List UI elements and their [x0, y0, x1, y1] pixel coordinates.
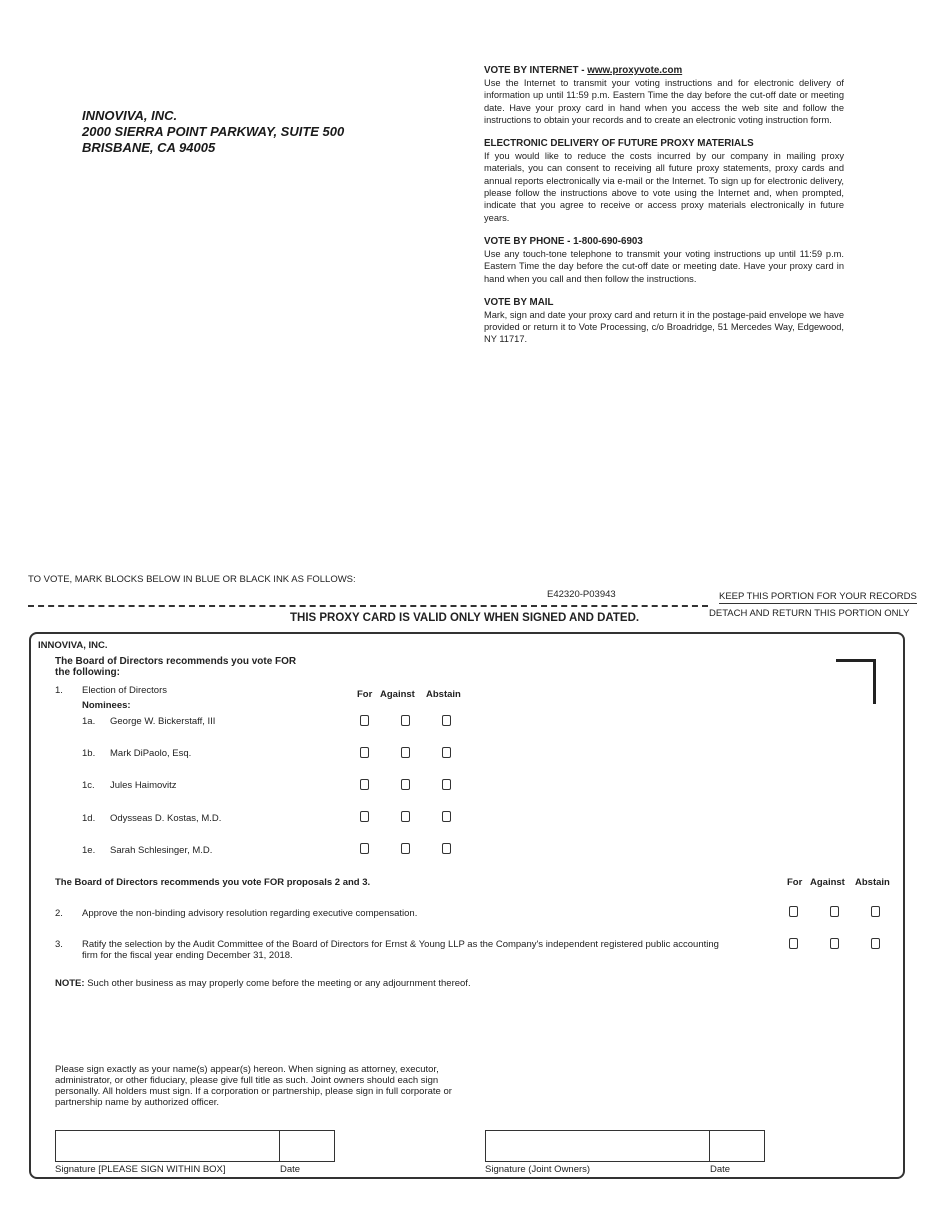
- section-heading: ELECTRONIC DELIVERY OF FUTURE PROXY MATERIALS: [484, 138, 754, 150]
- vote-abstain-checkbox[interactable]: [442, 715, 451, 726]
- section-text: If you would like to reduce the costs incurred by our company in mailing proxy materials, you can consent to receiving all future proxy statements, proxy cards and annual reports electronically via e-mail or the Internet. To sign up for electronic delivery, please follow the instructions above to vote using the Internet and, when prompted, indicate that you agree to receive or access proxy materials electronically in future years.: [484, 151, 844, 223]
- proposal-number: 2.: [55, 908, 63, 919]
- registration-corner-mark: [836, 659, 876, 704]
- mark-instruction: TO VOTE, MARK BLOCKS BELOW IN BLUE OR BLACK INK AS FOLLOWS:: [28, 574, 356, 585]
- section-heading: VOTE BY MAIL: [484, 296, 554, 308]
- vote-for-checkbox[interactable]: [360, 811, 369, 822]
- vote-for-checkbox[interactable]: [789, 906, 798, 917]
- board-recommendation-2: The Board of Directors recommends you vote FOR proposals 2 and 3.: [55, 877, 371, 888]
- column-abstain-header: Abstain: [426, 689, 461, 700]
- vote-against-checkbox[interactable]: [401, 843, 410, 854]
- vote-against-checkbox[interactable]: [401, 715, 410, 726]
- nominee-name: George W. Bickerstaff, III: [110, 716, 216, 727]
- joint-date-label: Date: [710, 1164, 731, 1175]
- vote-against-checkbox[interactable]: [830, 938, 839, 949]
- vote-against-checkbox[interactable]: [830, 906, 839, 917]
- note: [55, 978, 471, 989]
- vote-for-checkbox[interactable]: [360, 779, 369, 790]
- detach-portion-label: DETACH AND RETURN THIS PORTION ONLY: [709, 608, 910, 619]
- signing-instructions: Please sign exactly as your name(s) appear(s) hereon. When signing as attorney, executor, administrator, or other fiduciary, please give full title as such. Joint owners should each sign personally. All holders must sign. If a corporation or partnership, please sign in full corporate or partnership name by authorized officer.: [55, 1064, 452, 1108]
- vote-for-checkbox[interactable]: [360, 843, 369, 854]
- company-name: INNOVIVA, INC.: [82, 108, 178, 123]
- detach-line: [28, 605, 708, 607]
- note-label: NOTE:: [55, 978, 85, 989]
- proposal-number: 3.: [55, 939, 63, 950]
- joint-signature-box[interactable]: [485, 1130, 710, 1162]
- vote-by-internet-section: [484, 64, 844, 126]
- nominee-name: Sarah Schlesinger, M.D.: [110, 845, 213, 856]
- control-code: E42320-P03943: [547, 589, 616, 600]
- vote-abstain-checkbox[interactable]: [442, 811, 451, 822]
- date-box[interactable]: [279, 1130, 335, 1162]
- note-text: Such other business as may properly come before the meeting or any adjournment thereof.: [84, 978, 471, 989]
- section-heading: VOTE BY PHONE - 1-800-690-6903: [484, 235, 643, 247]
- vote-abstain-checkbox[interactable]: [442, 747, 451, 758]
- nominee-number: 1e.: [82, 845, 96, 856]
- joint-date-box[interactable]: [709, 1130, 765, 1162]
- vote-by-phone-section: [484, 235, 844, 285]
- section-heading: [484, 64, 844, 77]
- company-address-line1: 2000 SIERRA POINT PARKWAY, SUITE 500: [82, 124, 345, 139]
- vote-by-mail-section: [484, 296, 844, 346]
- vote-against-checkbox[interactable]: [401, 747, 410, 758]
- column-abstain-header: Abstain: [855, 877, 890, 888]
- nominee-name: Jules Haimovitz: [110, 780, 177, 791]
- company-address-block: [82, 108, 344, 156]
- proposal-text: Approve the non-binding advisory resolution regarding executive compensation.: [82, 908, 418, 919]
- signature-box[interactable]: [55, 1130, 280, 1162]
- validity-notice: THIS PROXY CARD IS VALID ONLY WHEN SIGNED AND DATED.: [290, 612, 640, 624]
- recommendation-line: the following:: [55, 667, 120, 678]
- vote-against-checkbox[interactable]: [401, 811, 410, 822]
- section-text: Mark, sign and date your proxy card and return it in the postage-paid envelope we have provided or return it to Vote Processing, c/o Broadridge, 51 Mercedes Way, Edgewood, NY 11717.: [484, 309, 844, 345]
- proposal-line: Ratify the selection by the Audit Committee of the Board of Directors for Ernst & Young LLP as the Company's independent registered public accounting: [82, 939, 719, 950]
- nominee-number: 1d.: [82, 813, 96, 824]
- vote-abstain-checkbox[interactable]: [871, 906, 880, 917]
- company-address-line2: BRISBANE, CA 94005: [82, 140, 216, 155]
- date-label: Date: [280, 1164, 301, 1175]
- nominee-number: 1b.: [82, 748, 96, 759]
- item-1-number: 1.: [55, 685, 63, 696]
- nominee-number: 1c.: [82, 780, 95, 791]
- card-company-name: INNOVIVA, INC.: [38, 640, 108, 651]
- vote-for-checkbox[interactable]: [360, 747, 369, 758]
- proposal-text: [82, 939, 719, 961]
- vote-abstain-checkbox[interactable]: [871, 938, 880, 949]
- vote-for-checkbox[interactable]: [360, 715, 369, 726]
- vote-abstain-checkbox[interactable]: [442, 779, 451, 790]
- nominee-name: Mark DiPaolo, Esq.: [110, 748, 192, 759]
- item-1-text: Election of Directors: [82, 685, 168, 696]
- heading-text: VOTE BY INTERNET -: [484, 65, 588, 76]
- recommendation-line: The Board of Directors recommends you vote FOR: [55, 656, 297, 667]
- board-recommendation-1: [55, 656, 296, 678]
- column-against-header: Against: [810, 877, 845, 888]
- proxyvote-link[interactable]: www.proxyvote.com: [587, 65, 683, 76]
- signature-label: Signature [PLEASE SIGN WITHIN BOX]: [55, 1164, 226, 1175]
- nominees-label: Nominees:: [82, 700, 131, 711]
- nominee-name: Odysseas D. Kostas, M.D.: [110, 813, 222, 824]
- vote-against-checkbox[interactable]: [401, 779, 410, 790]
- vote-for-checkbox[interactable]: [789, 938, 798, 949]
- column-for-header: For: [787, 877, 803, 888]
- proposal-line: firm for the fiscal year ending December 31, 2018.: [82, 950, 293, 961]
- electronic-delivery-section: [484, 137, 844, 224]
- column-against-header: Against: [380, 689, 415, 700]
- vote-abstain-checkbox[interactable]: [442, 843, 451, 854]
- keep-portion-label: KEEP THIS PORTION FOR YOUR RECORDS: [719, 591, 917, 602]
- section-text: Use any touch-tone telephone to transmit your voting instructions up until 11:59 p.m. Eastern Time the day before the cut-off date or meeting date. Have your proxy card in hand when you call and then follow the instructions.: [484, 248, 844, 284]
- section-text: Use the Internet to transmit your voting instructions and for electronic delivery of information up until 11:59 p.m. Eastern Time the day before the cut-off date or meeting date. Have your proxy card in hand when you access the web site and follow the instructions to obtain your records and to create an electronic voting instruction form.: [484, 78, 844, 125]
- voting-instructions: [484, 64, 844, 357]
- column-for-header: For: [357, 689, 373, 700]
- nominee-number: 1a.: [82, 716, 96, 727]
- joint-signature-label: Signature (Joint Owners): [485, 1164, 591, 1175]
